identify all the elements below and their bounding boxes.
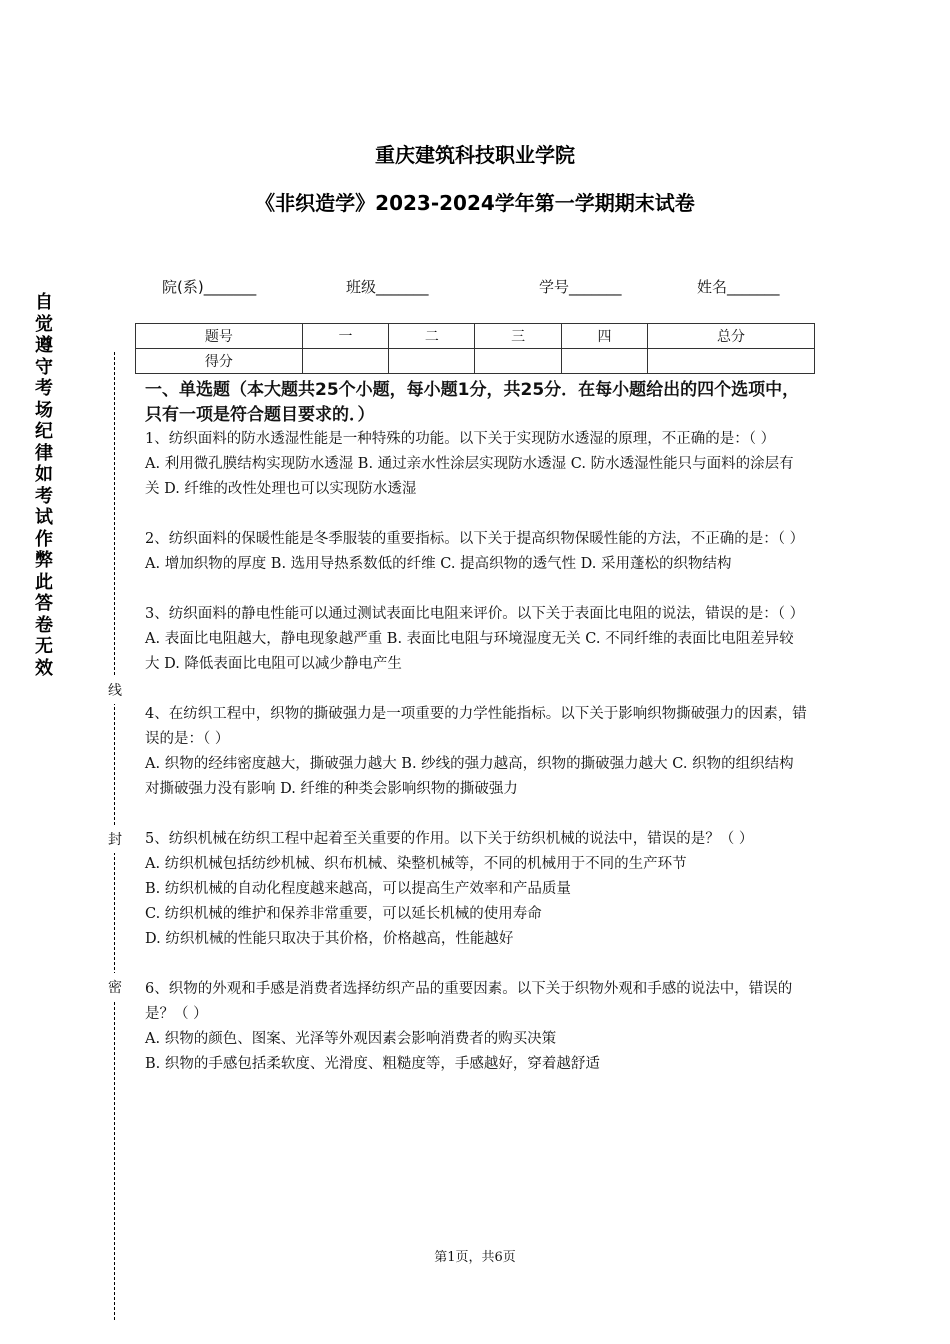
score-table-cell: 题号 — [136, 324, 303, 349]
seal-mark-seal: 封 — [105, 825, 125, 853]
question-options: A. 表面比电阻越大，静电现象越严重 B. 表面比电阻与环境湿度无关 C. 不同纤维的表面比电阻差异较大 D. 降低表面比电阻可以减少静电产生 — [145, 631, 794, 672]
school-name: 重庆建筑科技职业学院 — [375, 143, 575, 167]
score-row-label: 得分 — [136, 349, 303, 374]
score-table-cell: 三 — [475, 324, 561, 349]
question-item — [145, 527, 807, 577]
question-options: A. 利用微孔膜结构实现防水透湿 B. 通过亲水性涂层实现防水透湿 C. 防水透湿性能只与面料的涂层有关 D. 纤维的改性处理也可以实现防水透湿 — [145, 456, 794, 497]
department-field: 院(系)_______ — [162, 278, 257, 296]
score-table-cell: 二 — [389, 324, 475, 349]
question-option: D. 纺织机械的性能只取决于其价格，价格越高，性能越好 — [145, 931, 514, 947]
question-stem: 3、纺织面料的静电性能可以通过测试表面比电阻来评价。以下关于表面比电阻的说法，错误的是：（ ） — [145, 606, 805, 622]
exam-title: 《非织造学》2023-2024学年第一学期期末试卷 — [255, 191, 695, 215]
score-table-cell: 四 — [561, 324, 647, 349]
question-item — [145, 427, 807, 502]
name-field: 姓名_______ — [697, 278, 780, 296]
score-cell — [648, 349, 815, 374]
class-field: 班级_______ — [346, 278, 429, 296]
question-stem: 2、纺织面料的保暖性能是冬季服装的重要指标。以下关于提高织物保暖性能的方法，不正确的是：（ ） — [145, 531, 805, 547]
question-option: A. 织物的颜色、图案、光泽等外观因素会影响消费者的购买决策 — [145, 1031, 557, 1047]
score-table-header-row — [136, 324, 815, 349]
section-heading: 一、单选题（本大题共25个小题，每小题1分，共25分．在每小题给出的四个选项中，只有一项是符合题目要求的．） — [145, 380, 800, 425]
question-item — [145, 602, 807, 677]
page-footer: 第1页，共6页 — [434, 1250, 516, 1265]
seal-mark-line: 线 — [105, 676, 125, 704]
question-stem: 1、纺织面料的防水透湿性能是一种特殊的功能。以下关于实现防水透湿的原理，不正确的是：（ ） — [145, 431, 776, 447]
seal-mark-secret: 密 — [105, 973, 125, 1001]
question-option: B. 纺织机械的自动化程度越来越高，可以提高生产效率和产品质量 — [145, 881, 571, 897]
score-cell — [389, 349, 475, 374]
question-option: C. 纺织机械的维护和保养非常重要，可以延长机械的使用寿命 — [145, 906, 542, 922]
score-table-cell: 一 — [302, 324, 388, 349]
question-stem: 5、纺织机械在纺织工程中起着至关重要的作用。以下关于纺织机械的说法中，错误的是？（ ） — [145, 831, 754, 847]
score-table — [135, 323, 815, 374]
score-table-score-row — [136, 349, 815, 374]
score-table-cell: 总分 — [648, 324, 815, 349]
question-stem: 6、织物的外观和手感是消费者选择纺织产品的重要因素。以下关于织物外观和手感的说法中，错误的是？（ ） — [145, 981, 793, 1022]
score-cell — [475, 349, 561, 374]
question-stem: 4、在纺织工程中，织物的撕破强力是一项重要的力学性能指标。以下关于影响织物撕破强力的因素，错误的是：（ ） — [145, 706, 807, 747]
score-cell — [561, 349, 647, 374]
question-option: A. 纺织机械包括纺纱机械、织布机械、染整机械等，不同的机械用于不同的生产环节 — [145, 856, 687, 872]
question-options: A. 增加织物的厚度 B. 选用导热系数低的纤维 C. 提高织物的透气性 D. 采用蓬松的织物结构 — [145, 556, 732, 572]
score-cell — [302, 349, 388, 374]
student-number-field: 学号_______ — [539, 278, 622, 296]
question-option: B. 织物的手感包括柔软度、光滑度、粗糙度等，手感越好，穿着越舒适 — [145, 1056, 600, 1072]
question-item — [145, 827, 807, 952]
question-options: A. 织物的经纬密度越大，撕破强力越大 B. 纱线的强力越高，织物的撕破强力越大 C. 织物的组织结构对撕破强力没有影响 D. 纤维的种类会影响织物的撕破强力 — [145, 756, 794, 797]
question-list — [145, 427, 807, 1102]
exam-discipline-notice: 自觉遵守考场纪律如考试作弊此答卷无效 — [35, 292, 53, 679]
question-item — [145, 702, 807, 802]
question-item — [145, 977, 807, 1077]
